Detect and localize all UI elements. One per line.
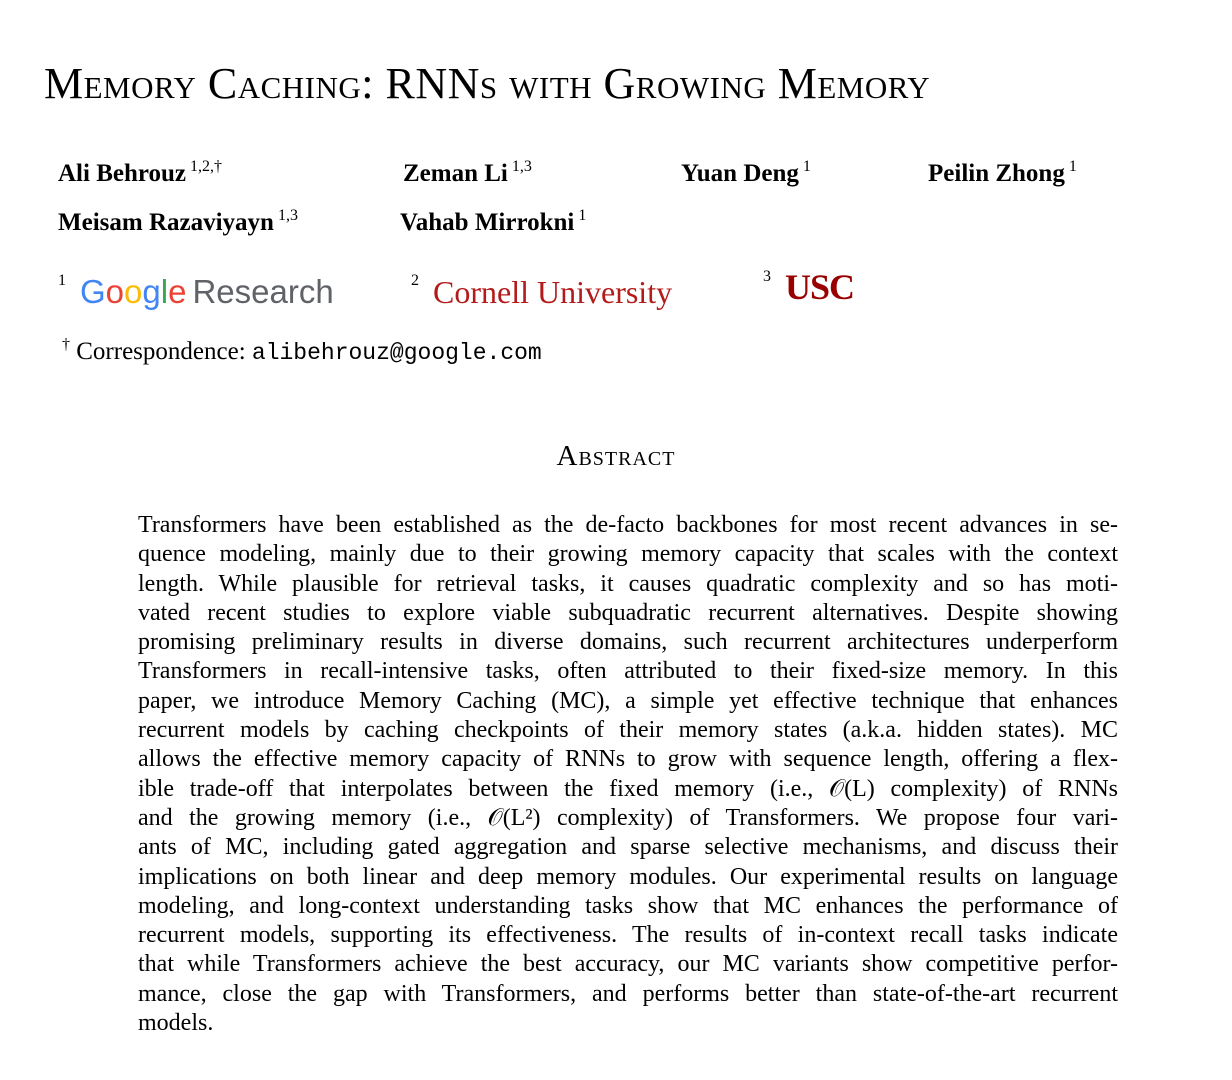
abstract-line: models. [138,1010,214,1037]
abstract-line: Transformers in recall-intensive tasks, often attributed to their fixed-size memory. In this [138,658,1118,685]
author-name: Zeman Li [403,160,508,187]
abstract-line: allows the effective memory capacity of RNNs to grow with sequence length, offering a flex- [138,746,1118,773]
author [928,158,1077,188]
author [681,158,811,188]
abstract-line: implications on both linear and deep memory modules. Our experimental results on language [138,863,1118,890]
author-affiliation-marks: 1,2,† [190,158,223,175]
abstract-heading: Abstract [556,440,676,472]
correspondence-label: Correspondence: [76,338,246,365]
paper-title: Memory Caching: RNNs with Growing Memory [44,59,931,108]
author [58,207,298,237]
abstract-line: ible trade-off that interpolates between the fixed memory (i.e., 𝒪(L) complexity) of RNNs [138,775,1118,802]
author [58,158,222,188]
google-research-logo: Google Research [80,273,334,310]
cornell-university-logo: Cornell University [433,274,673,310]
author-name: Yuan Deng [681,160,799,187]
abstract-line: Transformers have been established as the de-facto backbones for most recent advances in se- [138,512,1118,538]
abstract-line: recurrent models by caching checkpoints of their memory states (a.k.a. hidden states). MC [138,717,1118,744]
abstract-line: that while Transformers achieve the best accuracy, our MC variants show competitive perfor- [138,951,1118,978]
affiliation-number: 3 [763,268,771,285]
correspondence [58,336,542,366]
correspondence-email[interactable]: alibehrouz@google.com [251,340,542,366]
author-affiliation-marks: 1 [1068,158,1077,175]
affiliation-number: 1 [58,272,66,289]
affiliation-number: 2 [411,272,419,289]
abstract-line: promising preliminary results in diverse domains, such recurrent architectures underperform [138,629,1118,656]
usc-logo: USC [785,267,855,307]
author-name: Peilin Zhong [928,160,1065,187]
author-name: Meisam Razaviyayn [58,209,274,236]
research-wordmark: Research [192,273,334,310]
abstract-line: recurrent models, supporting its effectiveness. The results of in-context recall tasks indicate [138,922,1118,949]
author-affiliation-marks: 1,3 [511,158,532,175]
affiliation-cornell [411,272,672,311]
abstract-body [138,511,1118,1038]
dagger-mark: † [62,336,70,353]
abstract-line: mance, close the gap with Transformers, and performs better than state-of-the-art recurrent [138,980,1118,1007]
abstract-line: paper, we introduce Memory Caching (MC), a simple yet effective technique that enhances [138,687,1118,714]
author-name: Vahab Mirrokni [400,209,575,236]
author-affiliation-marks: 1,3 [277,207,298,224]
abstract-line: quence modeling, mainly due to their growing memory capacity that scales with the context [138,541,1118,568]
abstract-line: modeling, and long-context understanding tasks show that MC enhances the performance of [138,892,1118,919]
author-affiliation-marks: 1 [802,158,811,175]
abstract-line: and the growing memory (i.e., 𝒪(L²) complexity) of Transformers. We propose four vari- [138,804,1118,831]
author [403,158,532,188]
abstract-line: length. While plausible for retrieval tasks, it causes quadratic complexity and so has moti- [138,570,1118,597]
affiliation-usc [763,266,854,308]
affiliation-google [58,272,334,311]
author-affiliation-marks: 1 [578,207,587,224]
abstract-line: vated recent studies to explore viable subquadratic recurrent alternatives. Despite showing [138,599,1118,626]
abstract-line: ants of MC, including gated aggregation and sparse selective mechanisms, and discuss their [138,834,1118,861]
author-name: Ali Behrouz [58,160,187,187]
author [400,207,586,237]
